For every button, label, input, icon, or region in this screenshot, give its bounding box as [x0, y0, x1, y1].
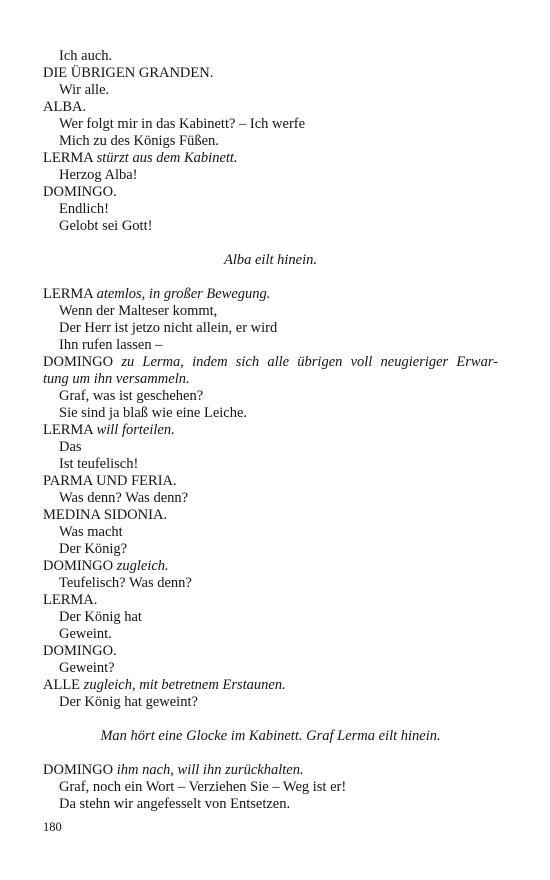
- speaker-line: [43, 184, 498, 201]
- speaker-name: DIE ÜBRIGEN GRANDEN.: [43, 65, 214, 81]
- speaker-direction: zu Lerma, indem sich alle übrigen voll neugieriger Erwar-: [121, 354, 498, 370]
- speaker-name: LERMA: [43, 422, 93, 438]
- blank-line: [43, 711, 498, 728]
- speaker-line: [43, 354, 498, 371]
- blank-line: [43, 269, 498, 286]
- verse-line: Ihn rufen lassen –: [59, 337, 163, 353]
- speaker-line: [43, 762, 498, 779]
- verse-line: Herzog Alba!: [59, 167, 138, 183]
- verse-line: Graf, was ist geschehen?: [59, 388, 204, 404]
- speaker-name: LERMA.: [43, 592, 98, 608]
- stage-direction-continuation: tung um ihn versammeln.: [43, 371, 190, 387]
- speaker-line: [43, 99, 498, 116]
- speaker-line: [43, 558, 498, 575]
- verse-line: Endlich!: [59, 201, 109, 217]
- verse-line: Ich auch.: [59, 48, 113, 64]
- verse-line: Da stehn wir angefesselt von Entsetzen.: [59, 796, 291, 812]
- verse-line: Mich zu des Königs Füßen.: [59, 133, 219, 149]
- verse-line: Wir alle.: [59, 82, 110, 98]
- verse-line: Gelobt sei Gott!: [59, 218, 153, 234]
- speaker-name: DOMINGO: [43, 762, 114, 778]
- speaker-direction: stürzt aus dem Kabinett.: [96, 150, 238, 166]
- verse-line: Ist teufelisch!: [59, 456, 139, 472]
- speaker-direction: atemlos, in großer Bewegung.: [96, 286, 271, 302]
- speaker-line: [43, 422, 498, 439]
- verse-line: Was macht: [59, 524, 123, 540]
- verse-line: Teufelisch? Was denn?: [59, 575, 192, 591]
- speaker-line: [43, 473, 498, 490]
- blank-line: [43, 745, 498, 762]
- stage-direction: Man hört eine Glocke im Kabinett. Graf Lerma eilt hinein.: [100, 728, 441, 744]
- verse-line: Der König hat: [59, 609, 142, 625]
- speaker-direction: ihm nach, will ihn zurückhalten.: [116, 762, 304, 778]
- verse-line: Geweint?: [59, 660, 115, 676]
- speaker-name: LERMA: [43, 286, 93, 302]
- speaker-line: [43, 592, 498, 609]
- speaker-line: [43, 677, 498, 694]
- speaker-direction: zugleich.: [116, 558, 169, 574]
- verse-line: Was denn? Was denn?: [59, 490, 189, 506]
- speaker-line: [43, 643, 498, 660]
- speaker-name: DOMINGO: [43, 558, 114, 574]
- speaker-name: PARMA UND FERIA.: [43, 473, 177, 489]
- speaker-line: [43, 150, 498, 167]
- speaker-line: [43, 65, 498, 82]
- speaker-name: LERMA: [43, 150, 93, 166]
- speaker-name: DOMINGO.: [43, 643, 117, 659]
- speaker-name: ALBA.: [43, 99, 87, 115]
- verse-line: Das: [59, 439, 82, 455]
- page-number: 180: [43, 820, 62, 834]
- play-text: [43, 48, 498, 813]
- speaker-direction: zugleich, mit betretnem Erstaunen.: [83, 677, 286, 693]
- speaker-name: DOMINGO: [43, 354, 114, 370]
- verse-line: Geweint.: [59, 626, 112, 642]
- speaker-line: [43, 286, 498, 303]
- verse-line: Wer folgt mir in das Kabinett? – Ich werfe: [59, 116, 306, 132]
- verse-line: Der König hat geweint?: [59, 694, 198, 710]
- speaker-name: ALLE: [43, 677, 81, 693]
- verse-line: Sie sind ja blaß wie eine Leiche.: [59, 405, 248, 421]
- speaker-line: [43, 507, 498, 524]
- stage-direction: Alba eilt hinein.: [223, 252, 318, 268]
- verse-line: Wenn der Malteser kommt,: [59, 303, 218, 319]
- verse-line: Der König?: [59, 541, 128, 557]
- verse-line: Graf, noch ein Wort – Verziehen Sie – Weg ist er!: [59, 779, 347, 795]
- speaker-direction: will forteilen.: [96, 422, 175, 438]
- speaker-name: MEDINA SIDONIA.: [43, 507, 168, 523]
- verse-line: Der Herr ist jetzo nicht allein, er wird: [59, 320, 278, 336]
- blank-line: [43, 235, 498, 252]
- speaker-name: DOMINGO.: [43, 184, 117, 200]
